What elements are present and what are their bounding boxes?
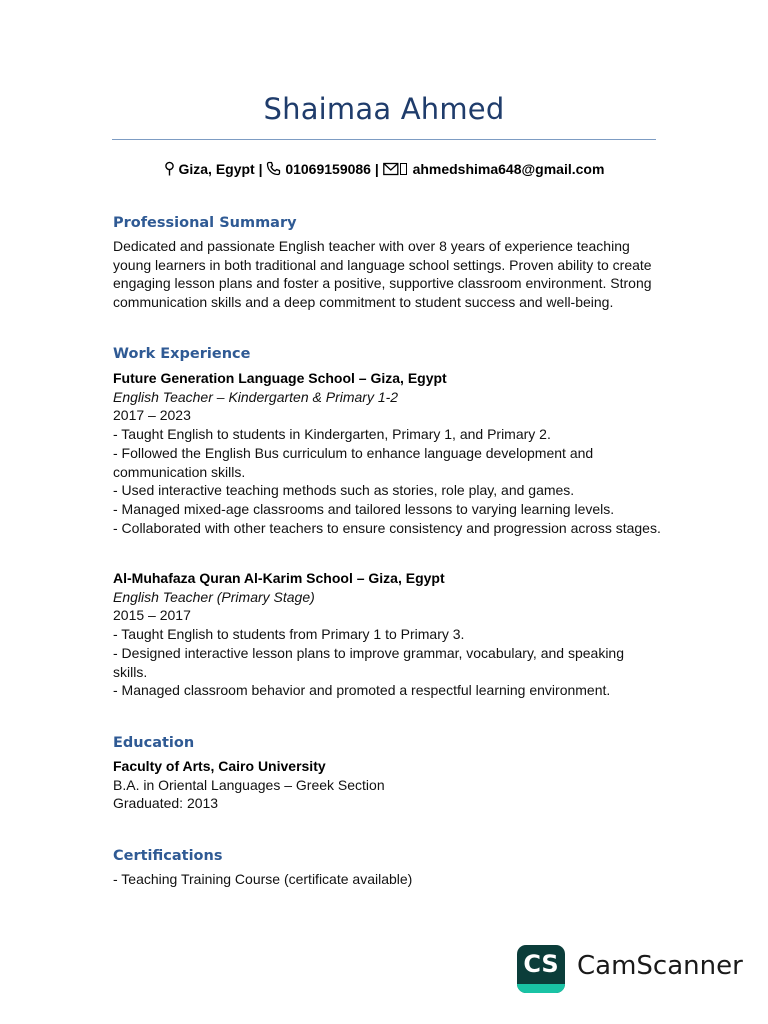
header-divider [112, 139, 656, 140]
contact-phone: 01069159086 [285, 161, 371, 177]
job-role: English Teacher (Primary Stage) [113, 588, 315, 605]
certifications-heading: Certifications [113, 848, 223, 864]
contact-location: Giza, Egypt [178, 161, 255, 177]
job-duty: - Managed mixed-age classrooms and tailored lessons to varying learning levels. [113, 500, 615, 517]
contact-email[interactable]: ahmedshima648@gmail.com [412, 161, 605, 177]
candidate-name: Shaimaa Ahmed [263, 92, 505, 126]
job-duty: - Taught English to students from Primary 1 to Primary 3. [113, 626, 465, 643]
summary-line: engaging lesson plans and foster a positive, supportive classroom environment. Strong [113, 275, 652, 292]
job-duty: - Managed classroom behavior and promoted a respectful learning environment. [113, 682, 611, 699]
summary-heading: Professional Summary [113, 215, 297, 231]
job-duty: skills. [113, 663, 148, 680]
certifications-list [113, 870, 673, 889]
job-duty: - Collaborated with other teachers to ensure consistency and progression across stages. [113, 519, 661, 536]
education-entry [113, 757, 673, 813]
contact-line [0, 161, 768, 179]
summary-line: communication skills and a deep commitment to student success and well-being. [113, 294, 614, 311]
camscanner-logo-icon [517, 945, 565, 993]
job-duty: - Used interactive teaching methods such as stories, role play, and games. [113, 482, 575, 499]
job-years: 2015 – 2017 [113, 607, 191, 624]
job-duty: - Taught English to students in Kindergarten, Primary 1, and Primary 2. [113, 426, 551, 443]
job-employer: Future Generation Language School – Giza, Egypt [113, 370, 447, 386]
job-years: 2017 – 2023 [113, 407, 191, 424]
location-pin-icon [164, 161, 175, 179]
phone-icon [266, 161, 281, 179]
job-entry [113, 369, 673, 537]
certification-item: - Teaching Training Course (certificate available) [113, 871, 413, 887]
summary-line: Dedicated and passionate English teacher with over 8 years of experience teaching [113, 238, 630, 254]
job-duty: communication skills. [113, 463, 246, 480]
summary-text [113, 237, 673, 312]
education-degree: B.A. in Oriental Languages – Greek Section [113, 776, 385, 793]
contact-separator: | [254, 161, 267, 177]
job-role: English Teacher – Kindergarten & Primary 1-2 [113, 388, 399, 405]
job-employer: Al-Muhafaza Quran Al-Karim School – Giza, Egypt [113, 570, 445, 586]
education-graduated: Graduated: 2013 [113, 795, 219, 812]
job-entry [113, 569, 673, 700]
job-duty: - Designed interactive lesson plans to improve grammar, vocabulary, and speaking [113, 644, 624, 661]
job-duty: - Followed the English Bus curriculum to enhance language development and [113, 444, 594, 461]
summary-line: young learners in both traditional and language school settings. Proven ability to create [113, 256, 652, 273]
education-institution: Faculty of Arts, Cairo University [113, 758, 326, 774]
camscanner-label: CamScanner [577, 951, 743, 981]
envelope-icon [383, 162, 409, 179]
camscanner-badge-text: CS [523, 950, 559, 978]
experience-heading: Work Experience [113, 346, 251, 362]
education-heading: Education [113, 735, 195, 751]
contact-separator: | [370, 161, 383, 177]
